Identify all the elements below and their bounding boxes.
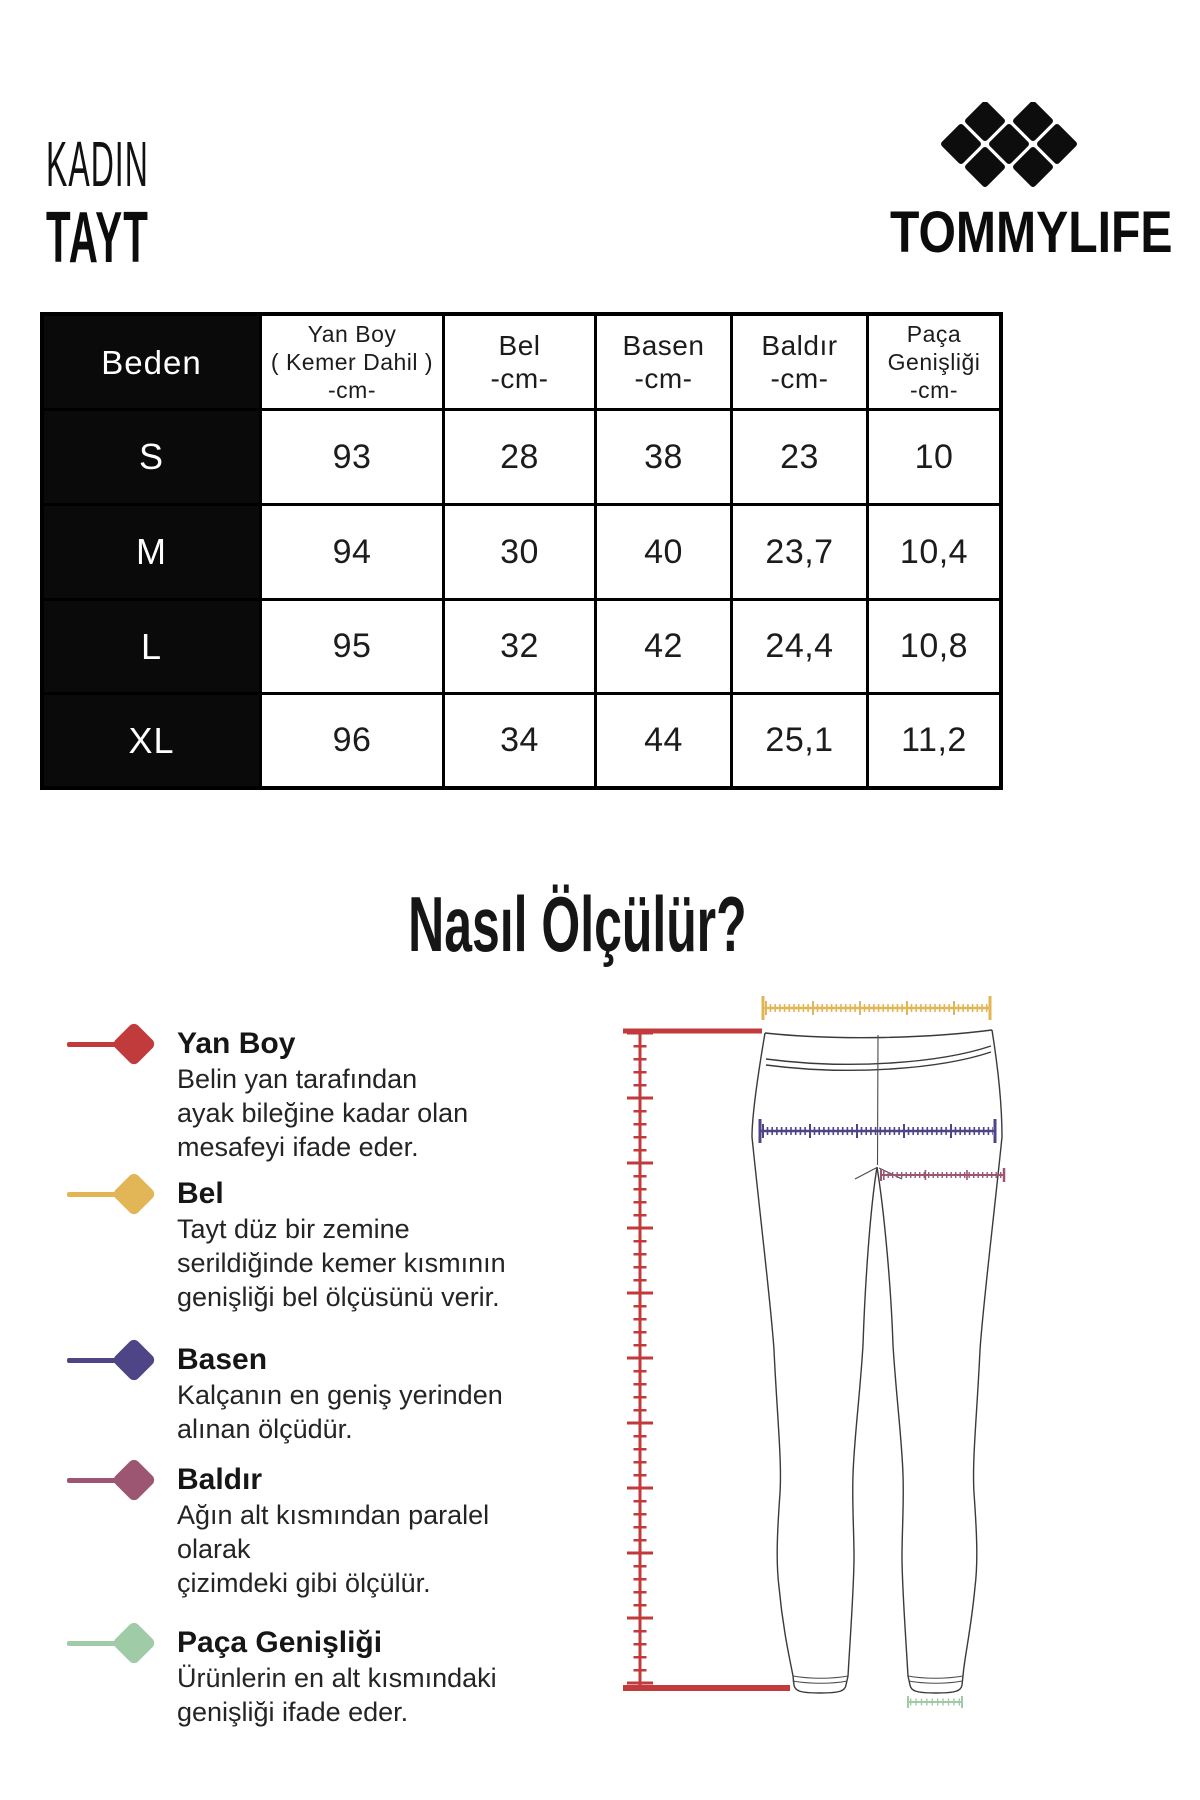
legend-item — [55, 1026, 555, 1164]
size-cell: XL — [44, 695, 259, 786]
legend-description: Belin yan tarafından ayak bileğine kadar olan mesafeyi ifade eder. — [177, 1064, 469, 1162]
value-cell: 10 — [869, 411, 999, 503]
legend-diamond-icon — [55, 1462, 165, 1498]
legend-term: Yan Boy — [177, 1027, 296, 1060]
column-header: Basen -cm- — [597, 316, 730, 408]
legend-diamond-icon — [55, 1026, 165, 1062]
value-cell: 10,8 — [869, 601, 999, 692]
category-label: KADIN — [46, 128, 149, 200]
legend-term: Bel — [177, 1177, 224, 1210]
legend-term: Paça Genişliği — [177, 1626, 383, 1659]
value-cell: 11,2 — [869, 695, 999, 786]
value-cell: 25,1 — [733, 695, 866, 786]
legend-item — [55, 1462, 555, 1600]
ruler-paca-genisligi — [908, 1696, 962, 1708]
value-cell: 30 — [445, 506, 594, 598]
how-to-measure-title: Nasıl Ölçülür? — [408, 880, 747, 968]
column-header: Bel -cm- — [445, 316, 594, 408]
value-cell: 34 — [445, 695, 594, 786]
measure-legend — [55, 1026, 555, 1729]
legend-item — [55, 1625, 555, 1729]
value-cell: 40 — [597, 506, 730, 598]
value-cell: 23,7 — [733, 506, 866, 598]
value-cell: 24,4 — [733, 601, 866, 692]
value-cell: 96 — [262, 695, 442, 786]
size-table — [40, 312, 1003, 790]
product-label: TAYT — [46, 198, 150, 278]
value-cell: 32 — [445, 601, 594, 692]
value-cell: 28 — [445, 411, 594, 503]
legend-item — [55, 1176, 555, 1314]
legend-term: Baldır — [177, 1463, 263, 1496]
ruler-yan-boy — [623, 1031, 790, 1688]
column-header: Paça Genişliği -cm- — [869, 316, 999, 408]
size-cell: M — [44, 506, 259, 598]
legend-diamond-icon — [55, 1625, 165, 1661]
value-cell: 94 — [262, 506, 442, 598]
column-header: Beden — [44, 316, 259, 408]
value-cell: 10,4 — [869, 506, 999, 598]
column-header: Yan Boy ( Kemer Dahil ) -cm- — [262, 316, 442, 408]
value-cell: 93 — [262, 411, 442, 503]
ruler-bel — [763, 996, 990, 1020]
value-cell: 23 — [733, 411, 866, 503]
legend-description: Tayt düz bir zemine serildiğinde kemer kısmının genişliği bel ölçüsünü verir. — [177, 1214, 506, 1312]
leggings-measure-diagram — [540, 985, 1010, 1715]
brand-name: TOMMYLIFE — [889, 200, 1173, 265]
column-header: Baldır -cm- — [733, 316, 866, 408]
brand-logo-diamonds-icon — [937, 102, 1077, 190]
value-cell: 44 — [597, 695, 730, 786]
legend-term: Basen — [177, 1343, 268, 1376]
ruler-baldir — [881, 1168, 1004, 1182]
legend-diamond-icon — [55, 1342, 165, 1378]
size-cell: S — [44, 411, 259, 503]
legend-description: Ürünlerin en alt kısmındaki genişliği ifade eder. — [177, 1663, 497, 1727]
legend-description: Kalçanın en geniş yerinden alınan ölçüdür. — [177, 1380, 503, 1444]
value-cell: 38 — [597, 411, 730, 503]
value-cell: 42 — [597, 601, 730, 692]
value-cell: 95 — [262, 601, 442, 692]
legend-diamond-icon — [55, 1176, 165, 1212]
legend-item — [55, 1342, 555, 1446]
legend-description: Ağın alt kısmından paralel olarak çizimdeki gibi ölçülür. — [177, 1500, 490, 1598]
size-cell: L — [44, 601, 259, 692]
